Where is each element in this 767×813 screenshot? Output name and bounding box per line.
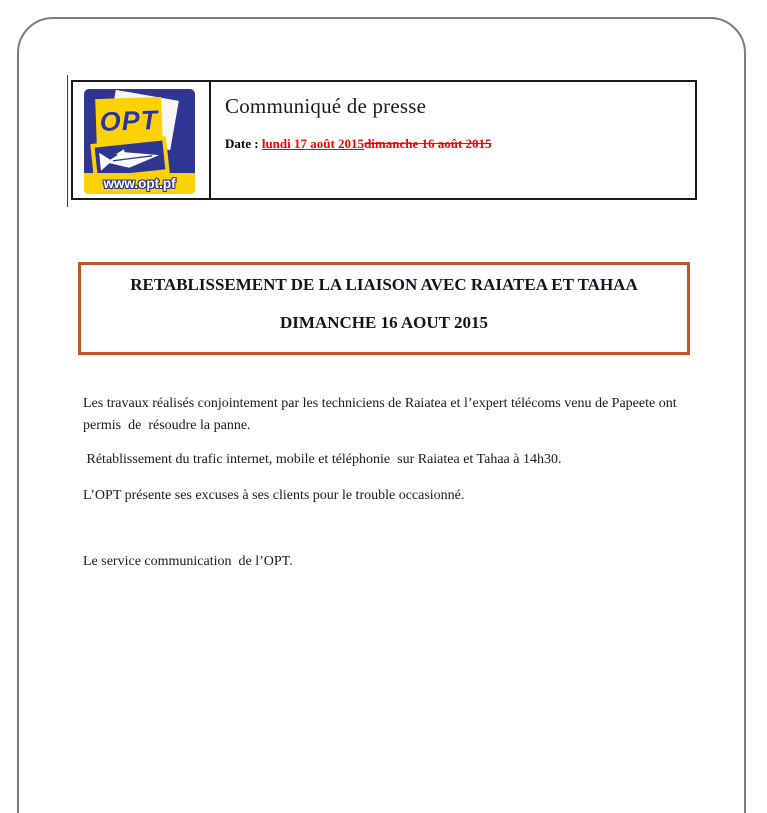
press-release-title: Communiqué de presse <box>225 94 427 118</box>
header-frame-line <box>67 75 68 207</box>
body-paragraph-2: Rétablissement du trafic internet, mobile et téléphonie sur Raiatea et Tahaa à 14h30. <box>83 452 562 467</box>
logo-acronym: OPT <box>99 104 159 138</box>
date-old-value-strikethrough: dimanche 16 août 2015 <box>364 136 492 151</box>
body-paragraph-1: Les travaux réalisés conjointement par les techniciens de Raiatea et l’expert télécoms venu de Papeete ont permis de résoudre la panne. <box>83 396 681 433</box>
logo-cell <box>73 82 211 198</box>
opt-logo <box>84 89 195 194</box>
logo-website-text: www.opt.pf <box>103 176 176 191</box>
header-table <box>71 80 697 200</box>
logo-website-strip <box>84 173 195 194</box>
body-paragraph-3: L’OPT présente ses excuses à ses clients pour le trouble occasionné. <box>83 488 465 503</box>
date-line <box>225 136 695 152</box>
body-paragraph-4: Le service communication de l’OPT. <box>83 554 293 569</box>
fish-icon <box>95 141 166 177</box>
header-content-cell <box>211 82 695 198</box>
date-new-value: lundi 17 août 2015 <box>261 136 365 151</box>
date-label: Date : <box>225 136 262 151</box>
headline-text: RETABLISSEMENT DE LA LIAISON AVEC RAIATEA ET TAHAA <box>130 275 638 294</box>
headline-date: DIMANCHE 16 AOUT 2015 <box>280 313 488 332</box>
headline-box <box>78 262 690 355</box>
